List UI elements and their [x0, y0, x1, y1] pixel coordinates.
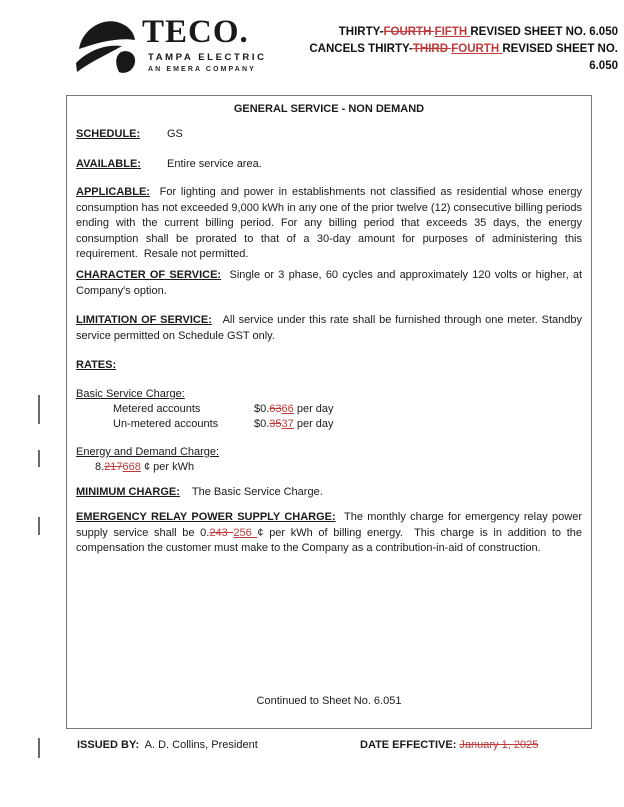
logo-tagline: AN EMERA COMPANY	[148, 66, 256, 73]
logo-subtitle: TAMPA ELECTRIC	[148, 52, 267, 63]
unmetered-old-value: 35	[269, 418, 282, 430]
applicable-paragraph	[76, 185, 586, 263]
revision-bar	[38, 738, 40, 758]
emergency-relay-paragraph	[76, 510, 586, 557]
metered-new-value: 66	[281, 403, 294, 415]
character-label: CHARACTER OF SERVICE:	[76, 269, 222, 281]
available-label: AVAILABLE:	[76, 158, 141, 170]
emergency-new-value: 256	[233, 526, 258, 539]
unmetered-prefix: $0.	[254, 418, 270, 430]
energy-new-value: 668	[122, 461, 141, 473]
date-effective-value: January 1, 2025	[459, 739, 539, 751]
metered-old-value: 63	[269, 403, 282, 415]
energy-demand-charge-heading	[76, 445, 219, 461]
metered-label: Metered accounts	[113, 403, 201, 415]
unmetered-new-value: 37	[281, 418, 294, 430]
limitation-text: All service under this rate shall be furnished through one meter. Standby service permitted on Schedule GST only.	[76, 314, 586, 342]
metered-accounts-row	[113, 402, 334, 418]
metered-prefix: $0.	[254, 403, 270, 415]
revision-line1-post: REVISED SHEET NO. 6.050	[470, 26, 618, 38]
emergency-text-1: The monthly charge for emergency relay power supply service shall be 0.	[76, 511, 586, 539]
emergency-old-value: 243	[209, 526, 234, 539]
unmetered-accounts-row	[113, 417, 334, 433]
rates-heading	[76, 358, 116, 374]
revision-line2-pre: CANCELS THIRTY-	[309, 43, 413, 55]
logo-name: TECO.	[142, 14, 249, 50]
energy-demand-charge-value	[95, 460, 194, 476]
emergency-text-2: ¢ per kWh of billing energy. This charge is in addition to the compensation the customer must make to the Company as a contribution-in-aid of construction.	[76, 526, 586, 554]
applicable-label: APPLICABLE:	[76, 186, 150, 198]
applicable-text: For lighting and power in establishments not classified as residential whose energy consumption has not exceeded 9,000 kWh in any one of the prior twelve (12) consecutive billing periods ending with the current billing period. For any billing period that exceeds 35 days, the energy consumption shall be prorated to that of a 30-day amount for purposes of administering this requirement. Resale not permitted.	[76, 186, 586, 260]
character-text: Single or 3 phase, 60 cycles and approximately 120 volts or higher, at Company's option.	[76, 269, 586, 297]
available-value: Entire service area.	[167, 158, 262, 170]
emergency-relay-label: EMERGENCY RELAY POWER SUPPLY CHARGE:	[76, 511, 336, 523]
schedule-row	[76, 127, 183, 143]
revision-bar	[38, 395, 40, 424]
available-row	[76, 157, 262, 173]
metered-rate	[254, 403, 334, 415]
document-title: GENERAL SERVICE - NON DEMAND	[233, 103, 425, 115]
date-effective	[360, 739, 538, 751]
revision-line-1	[248, 24, 618, 41]
minimum-charge-label: MINIMUM CHARGE:	[76, 486, 180, 498]
revision-line1-old: FOURTH	[383, 26, 435, 38]
energy-suffix: ¢ per kWh	[140, 461, 195, 473]
revision-line-2	[248, 41, 618, 58]
minimum-charge-row	[76, 485, 323, 501]
revision-line-3: 6.050	[589, 60, 618, 72]
revision-line1-pre: THIRTY-	[338, 26, 384, 38]
schedule-value: GS	[167, 128, 183, 140]
rates-label: RATES:	[76, 359, 117, 371]
revision-line2-old: THIRD	[412, 43, 452, 55]
schedule-label: SCHEDULE:	[76, 128, 141, 140]
tariff-content-box	[66, 95, 592, 729]
sheet-revision-block	[248, 24, 618, 75]
character-of-service-paragraph	[76, 268, 586, 299]
unmetered-rate	[254, 418, 334, 430]
continued-to-sheet-note: Continued to Sheet No. 6.051	[256, 695, 402, 707]
energy-old-value: 217	[104, 461, 123, 473]
revision-bar	[38, 517, 40, 535]
limitation-label: LIMITATION OF SERVICE:	[76, 314, 212, 326]
limitation-of-service-paragraph	[76, 313, 586, 344]
teco-logo	[76, 16, 267, 78]
basic-service-charge-heading	[76, 387, 185, 403]
issued-by-label: ISSUED BY:	[77, 739, 140, 751]
energy-prefix: 8.	[95, 461, 105, 473]
revision-line1-new: FIFTH	[434, 26, 471, 38]
issued-by-value: A. D. Collins, President	[139, 739, 258, 751]
teco-flame-swoosh-icon	[76, 16, 138, 78]
metered-suffix: per day	[293, 403, 334, 415]
date-effective-label: DATE EFFECTIVE:	[360, 739, 457, 751]
revision-line2-new: FOURTH	[451, 43, 503, 55]
basic-charge-label: Basic Service Charge:	[76, 388, 185, 400]
minimum-charge-text: The Basic Service Charge.	[179, 486, 323, 498]
energy-charge-label: Energy and Demand Charge:	[76, 446, 220, 458]
unmetered-label: Un-metered accounts	[113, 418, 219, 430]
unmetered-suffix: per day	[293, 418, 334, 430]
issued-by	[77, 739, 258, 751]
revision-bar	[38, 450, 40, 467]
revision-line2-post: REVISED SHEET NO.	[502, 43, 618, 55]
